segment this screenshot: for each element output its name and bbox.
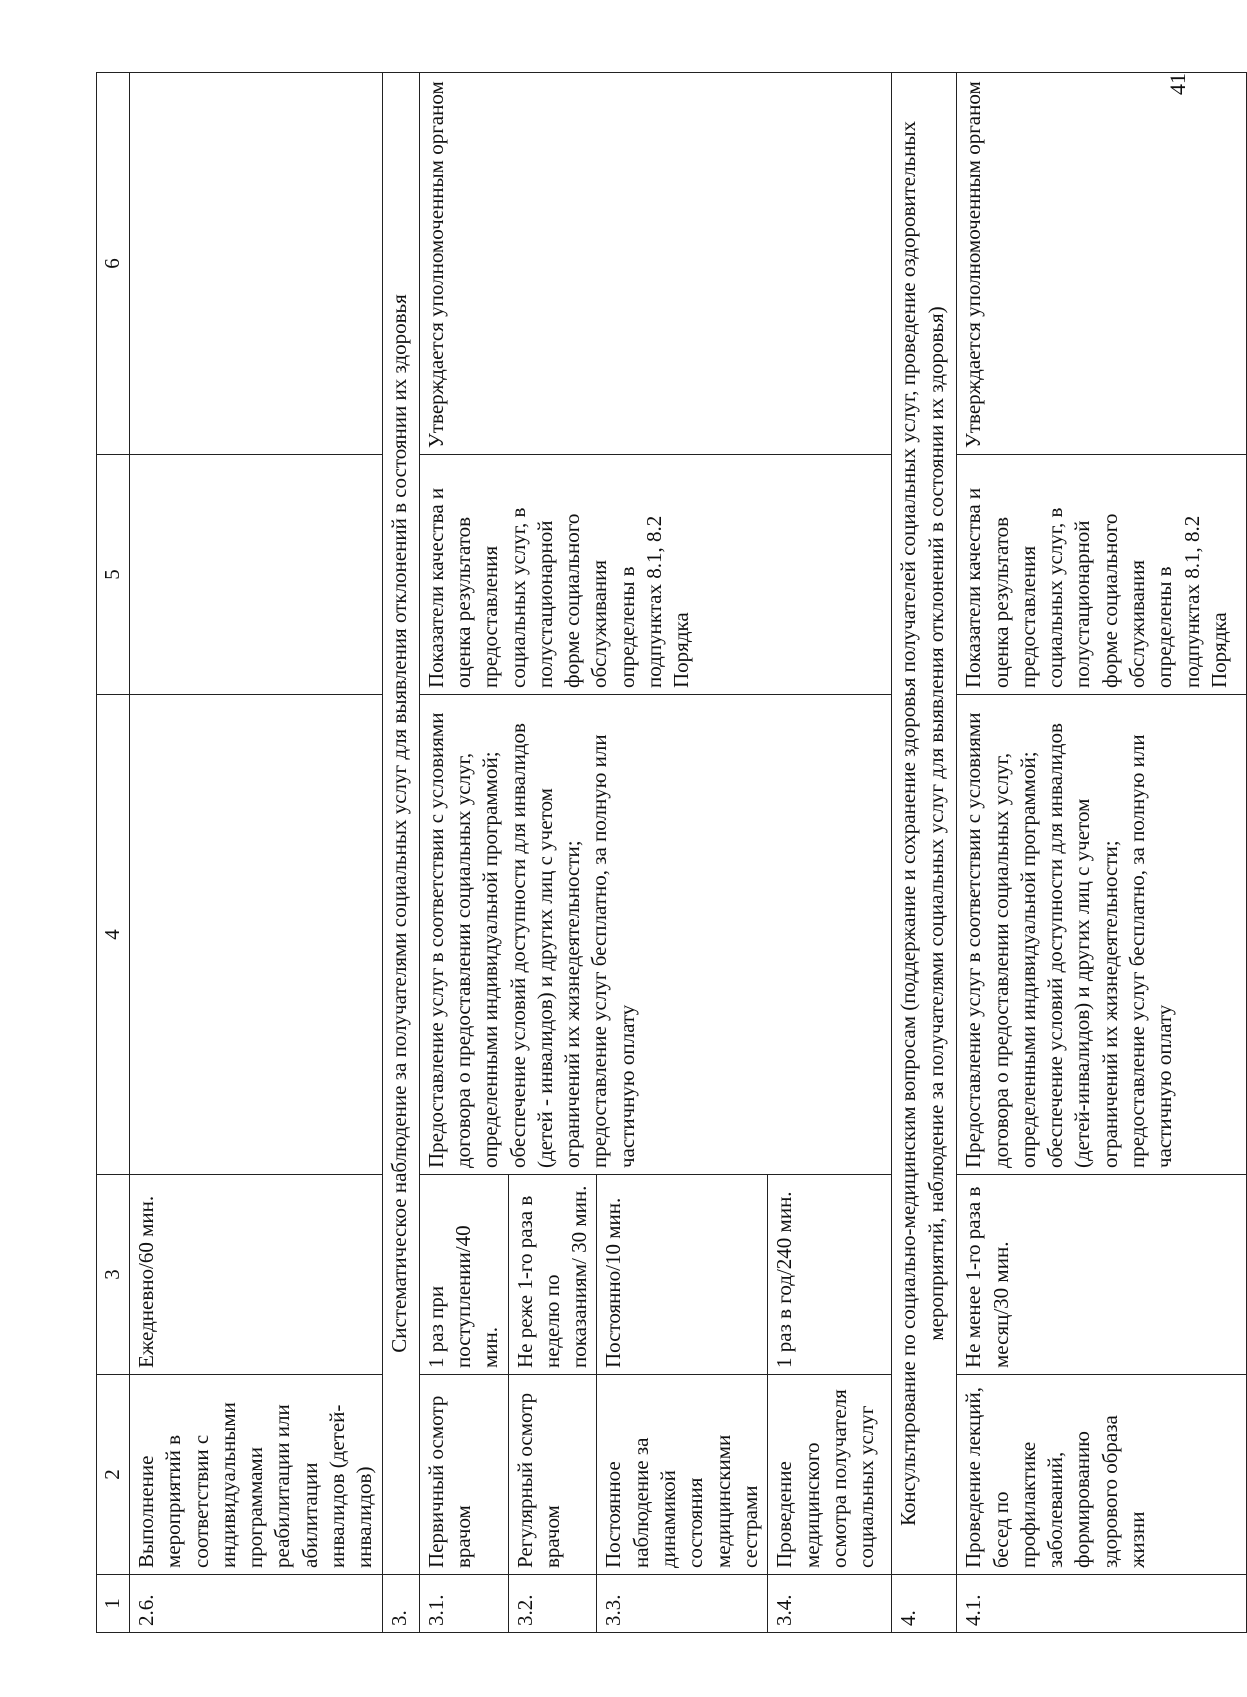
- services-table: [96, 72, 1247, 1633]
- service-period: 1 раз при поступлении/40 мин.: [419, 1175, 508, 1375]
- service-cost: Утверждается уполномоченным органом: [957, 73, 1247, 455]
- row-number: 3.1.: [419, 1575, 508, 1633]
- table-row: [419, 73, 508, 1633]
- table-row: [130, 73, 383, 1633]
- section-title: Консультирование по социально-медицинским вопросам (поддержание и сохранение здоровья получателей социальных услуг, проведение оздоровительных мероприятий, наблюдение за получателями социальных услуг для выявления отклонений в состоянии их здоровья): [892, 73, 957, 1575]
- service-period: Постоянно/10 мин.: [597, 1175, 768, 1375]
- page-number: 41: [1165, 73, 1190, 95]
- column-number-row: [97, 73, 130, 1633]
- section-row: [892, 73, 957, 1633]
- service-name: Первичный осмотр врачом: [419, 1375, 508, 1575]
- service-period: 1 раз в год/240 мин.: [768, 1175, 892, 1375]
- service-quality: [130, 455, 383, 695]
- service-period: Не менее 1-го раза в месяц/30 мин.: [957, 1175, 1247, 1375]
- column-header: 1: [97, 1575, 130, 1633]
- row-number: 2.6.: [130, 1575, 383, 1633]
- column-header: 3: [97, 1175, 130, 1375]
- service-quality: Показатели качества и оценка результатов предоставления социальных услуг, в полустационарной форме социального обслуживания определены в подпунктах 8.1, 8.2 Порядка: [957, 455, 1247, 695]
- column-header: 4: [97, 695, 130, 1175]
- service-cost: [130, 73, 383, 455]
- service-conditions: Предоставление услуг в соответствии с условиями договора о предоставлении социальных услуг, определенными индивидуальной программой; обеспечение условий доступности для инвалидов (детей-инвалидов) и других лиц с учетом ограничений их жизнедеятельности; предоставление услуг бесплатно, за полную или частичную оплату: [957, 695, 1247, 1175]
- rotated-table-container: [96, 73, 1231, 1633]
- table-row: [957, 73, 1247, 1633]
- row-number: 4.1.: [957, 1575, 1247, 1633]
- service-name: Выполнение мероприятий в соответствии с индивидуальными программами реабилитации или абилитации инвалидов (детей-инвалидов): [130, 1375, 383, 1575]
- service-period: Ежедневно/60 мин.: [130, 1175, 383, 1375]
- row-number: 3.4.: [768, 1575, 892, 1633]
- section-row: [382, 73, 419, 1633]
- row-number: 3.2.: [508, 1575, 597, 1633]
- service-cost: Утверждается уполномоченным органом: [419, 73, 892, 455]
- section-number: 3.: [382, 1575, 419, 1633]
- service-conditions: [130, 695, 383, 1175]
- service-name: Регулярный осмотр врачом: [508, 1375, 597, 1575]
- service-name: Проведение медицинского осмотра получателя социальных услуг: [768, 1375, 892, 1575]
- column-header: 2: [97, 1375, 130, 1575]
- service-conditions: Предоставление услуг в соответствии с условиями договора о предоставлении социальных услуг, определенными индивидуальной программой; обеспечение условий доступности для инвалидов (детей - инвалидов) и других лиц с учетом ограничений их жизнедеятельности; предоставление услуг бесплатно, за полную или частичную оплату: [419, 695, 892, 1175]
- column-header: 6: [97, 73, 130, 455]
- section-title: Систематическое наблюдение за получателями социальных услуг для выявления отклонений в состоянии их здоровья: [382, 73, 419, 1575]
- column-header: 5: [97, 455, 130, 695]
- service-name: Проведение лекций, бесед по профилактике заболеваний, формированию здорового образа жизни: [957, 1375, 1247, 1575]
- section-number: 4.: [892, 1575, 957, 1633]
- service-period: Не реже 1-го раза в неделю по показаниям/ 30 мин.: [508, 1175, 597, 1375]
- service-quality: Показатели качества и оценка результатов предоставления социальных услуг, в полустационарной форме социального обслуживания определены в подпунктах 8.1, 8.2 Порядка: [419, 455, 892, 695]
- row-number: 3.3.: [597, 1575, 768, 1633]
- service-name: Постоянное наблюдение за динамикой состояния медицинскими сестрами: [597, 1375, 768, 1575]
